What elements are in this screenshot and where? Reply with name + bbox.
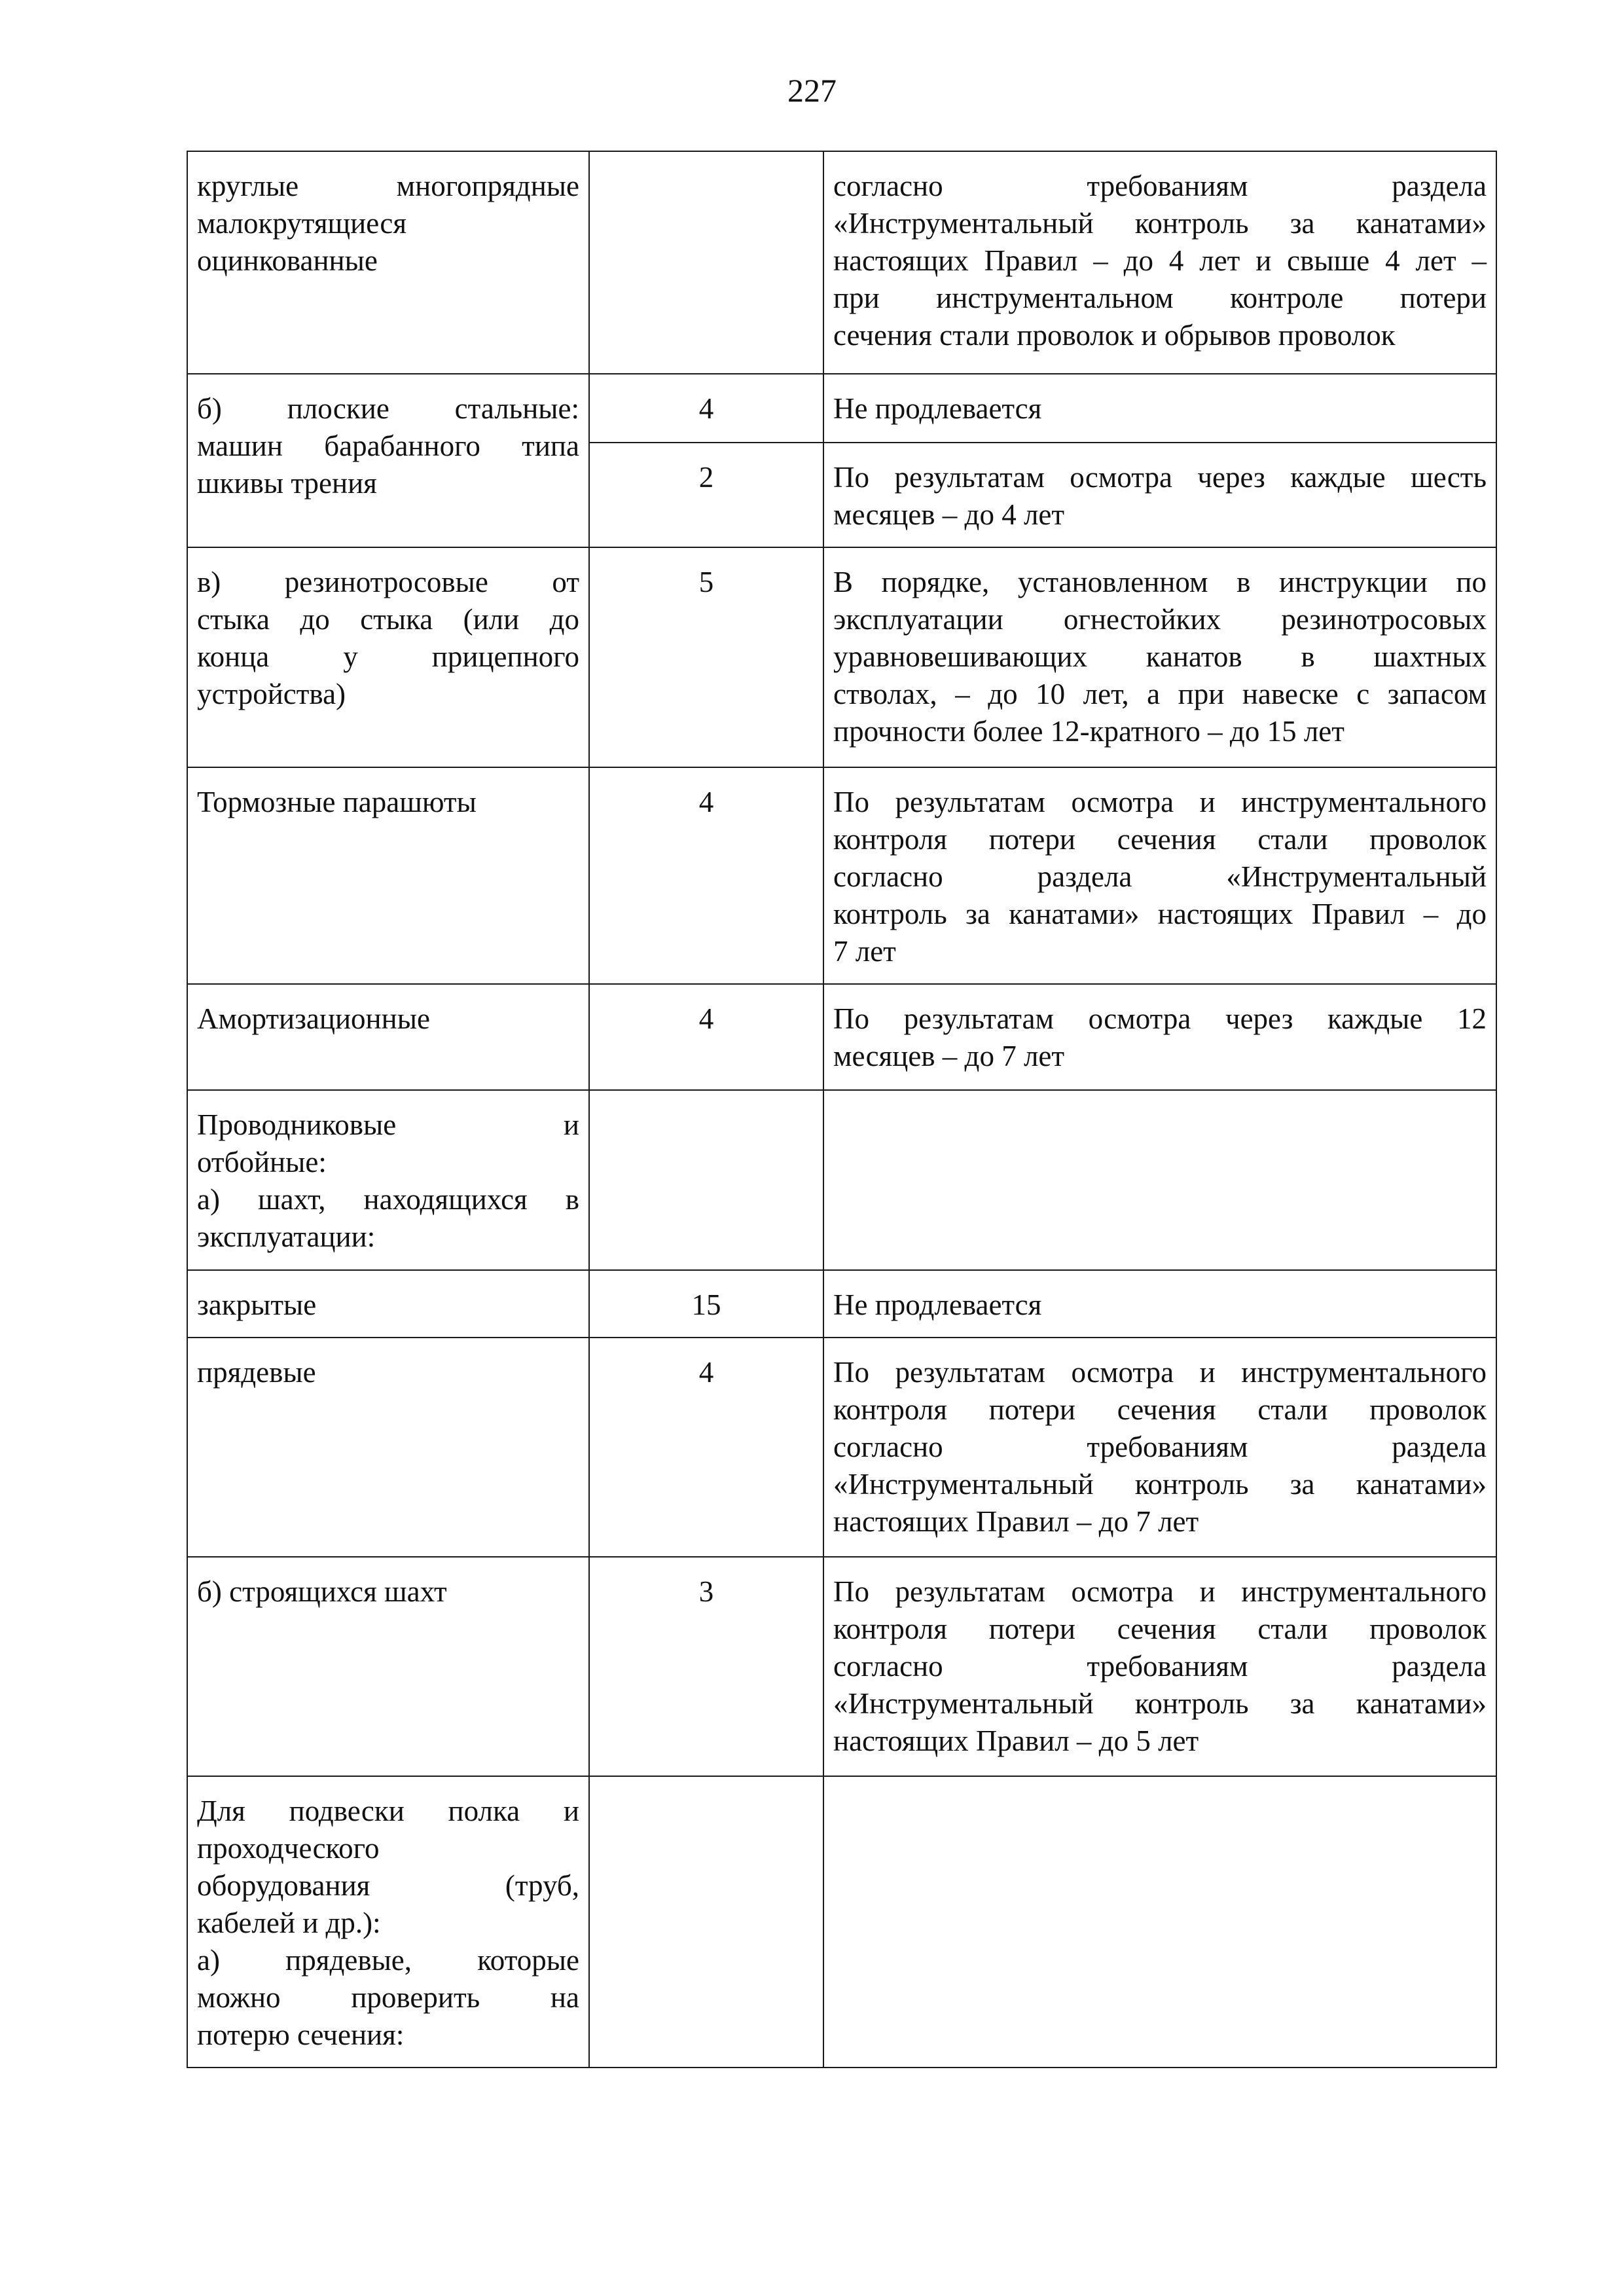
extension-line: «Инструментальный контроль за канатами» — [833, 1468, 1487, 1501]
extension-line: сечения стали проволок и обрывов проволок — [833, 319, 1396, 352]
rope-type-line: устройства) — [197, 678, 346, 710]
rope-type-line: закрытые — [197, 1288, 317, 1321]
page-number: 227 — [787, 72, 837, 109]
rope-type-cell — [187, 1776, 589, 2068]
extension-line: согласно требованиям раздела — [833, 1430, 1487, 1463]
extension-line: контроля потери сечения стали проволок — [833, 1613, 1487, 1645]
rope-type-cell — [187, 984, 589, 1090]
table-row — [187, 1270, 1496, 1338]
extension-cell — [823, 151, 1496, 374]
rope-service-life-table — [187, 151, 1497, 2068]
extension-line: Не продлевается — [833, 1288, 1042, 1321]
extension-cell — [823, 374, 1496, 443]
extension-line: По результатам осмотра и инструментального — [833, 1575, 1487, 1608]
rope-type-cell — [187, 1270, 589, 1338]
table-row — [187, 151, 1496, 374]
extension-cell — [823, 767, 1496, 984]
extension-line: 7 лет — [833, 935, 896, 968]
table-row — [187, 547, 1496, 767]
extension-line: настоящих Правил – до 4 лет и свыше 4 лет – — [833, 244, 1487, 277]
rope-type-line: Амортизационные — [197, 1002, 430, 1035]
rope-type-line: отбойные: — [197, 1146, 327, 1178]
term-cell: 5 — [589, 547, 823, 767]
extension-cell — [823, 984, 1496, 1090]
rope-type-line: проходческого — [197, 1832, 380, 1865]
rope-type-line: б) строящихся шахт — [197, 1575, 447, 1608]
term-cell: 4 — [589, 767, 823, 984]
rope-type-line: оборудования (труб, — [197, 1869, 579, 1902]
extension-line: при инструментальном контроле потери — [833, 282, 1487, 314]
rope-type-line: шкивы трения — [197, 467, 377, 500]
extension-line: настоящих Правил – до 5 лет — [833, 1724, 1199, 1757]
extension-line: контроля потери сечения стали проволок — [833, 1393, 1487, 1426]
extension-line: согласно требованиям раздела — [833, 1650, 1487, 1683]
term-cell: 15 — [589, 1270, 823, 1338]
rope-type-line: можно проверить на — [197, 1981, 579, 2014]
rope-type-cell — [187, 767, 589, 984]
term-cell: 4 — [589, 1338, 823, 1557]
term-cell: 4 — [589, 374, 823, 443]
extension-cell — [823, 1557, 1496, 1776]
rope-type-cell — [187, 374, 589, 547]
extension-line: По результатам осмотра и инструментального — [833, 786, 1487, 818]
extension-line: «Инструментальный контроль за канатами» — [833, 1687, 1487, 1720]
extension-cell — [823, 1776, 1496, 2068]
rope-type-line: а) прядевые, которые — [197, 1944, 579, 1977]
rope-type-line: а) шахт, находящихся в — [197, 1183, 579, 1216]
table-row — [187, 1776, 1496, 2068]
extension-line: «Инструментальный контроль за канатами» — [833, 207, 1487, 240]
table-row — [187, 984, 1496, 1090]
rope-type-line: машин барабанного типа — [197, 429, 579, 462]
rope-type-cell — [187, 1090, 589, 1270]
rope-type-line: круглые многопрядные — [197, 170, 579, 202]
rope-type-line: б) плоские стальные: — [197, 392, 579, 425]
extension-cell — [823, 1090, 1496, 1270]
rope-type-line: в) резинотросовые от — [197, 566, 579, 598]
term-cell: 3 — [589, 1557, 823, 1776]
extension-line: согласно раздела «Инструментальный — [833, 860, 1487, 893]
extension-line: месяцев – до 7 лет — [833, 1040, 1065, 1072]
extension-line: Не продлевается — [833, 392, 1042, 425]
rope-type-line: потерю сечения: — [197, 2018, 405, 2051]
extension-line: настоящих Правил – до 7 лет — [833, 1505, 1199, 1538]
rope-type-line: Тормозные парашюты — [197, 786, 477, 818]
table-row — [187, 1338, 1496, 1557]
rope-type-cell — [187, 1557, 589, 1776]
table-row — [187, 374, 1496, 443]
term-cell — [589, 1090, 823, 1270]
extension-cell — [823, 443, 1496, 547]
extension-cell — [823, 1338, 1496, 1557]
extension-line: прочности более 12-кратного – до 15 лет — [833, 715, 1344, 748]
rope-type-line: малокрутящиеся — [197, 207, 407, 240]
rope-type-cell — [187, 547, 589, 767]
rope-type-line: Проводниковые и — [197, 1108, 579, 1141]
rope-type-line: прядевые — [197, 1356, 316, 1389]
rope-type-cell — [187, 151, 589, 374]
table-row — [187, 1090, 1496, 1270]
extension-line: стволах, – до 10 лет, а при навеске с запасом — [833, 678, 1487, 710]
rope-type-cell — [187, 1338, 589, 1557]
extension-line: согласно требованиям раздела — [833, 170, 1487, 202]
rope-type-line: эксплуатации: — [197, 1220, 376, 1253]
table-row — [187, 1557, 1496, 1776]
extension-line: контроль за канатами» настоящих Правил – до — [833, 898, 1487, 930]
rope-type-line: стыка до стыка (или до — [197, 603, 579, 636]
term-cell: 4 — [589, 984, 823, 1090]
term-cell — [589, 151, 823, 374]
extension-line: контроля потери сечения стали проволок — [833, 823, 1487, 856]
rope-type-line: конца у прицепного — [197, 640, 579, 673]
rope-type-line: кабелей и др.): — [197, 1906, 381, 1939]
extension-line: месяцев – до 4 лет — [833, 498, 1065, 531]
table-row — [187, 767, 1496, 984]
extension-line: По результатам осмотра через каждые 12 — [833, 1002, 1487, 1035]
rope-type-line: Для подвески полка и — [197, 1795, 579, 1827]
rope-type-line: оцинкованные — [197, 244, 378, 277]
extension-line: эксплуатации огнестойких резинотросовых — [833, 603, 1487, 636]
extension-line: уравновешивающих канатов в шахтных — [833, 640, 1487, 673]
extension-line: По результатам осмотра и инструментального — [833, 1356, 1487, 1389]
extension-line: По результатам осмотра через каждые шесть — [833, 461, 1487, 494]
term-cell — [589, 1776, 823, 2068]
term-cell: 2 — [589, 443, 823, 547]
extension-line: В порядке, установленном в инструкции по — [833, 566, 1487, 598]
extension-cell — [823, 1270, 1496, 1338]
extension-cell — [823, 547, 1496, 767]
